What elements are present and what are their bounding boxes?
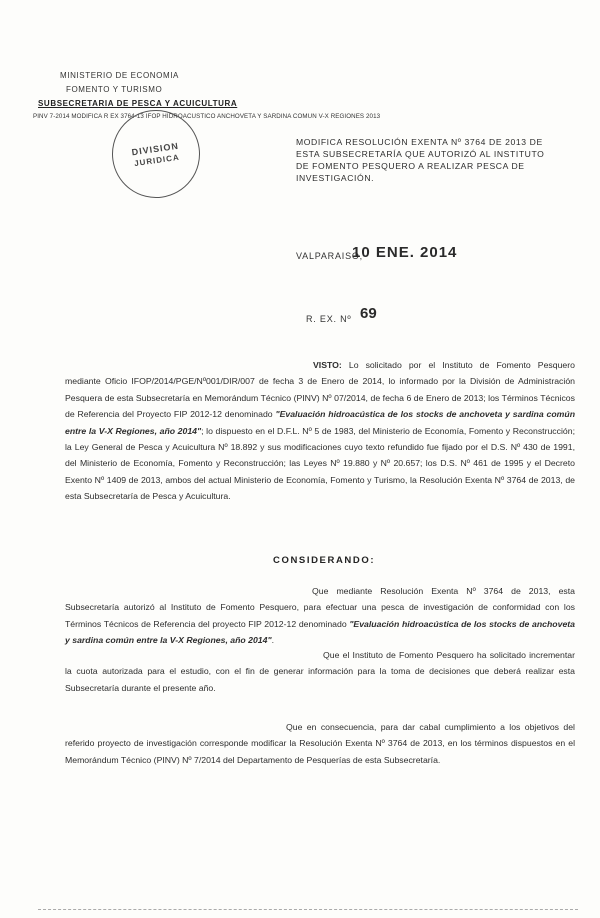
c1-project-name: "Evaluación hidroacústica de los stocks de anchoveta y sardina común entre la V-X Regiones, año 2014" [65,618,576,646]
visto-paragraph [65,357,575,505]
stamp-text-division: DIVISION [131,140,180,157]
visto-project-name: "Evaluación hidroacústica de los stocks de anchoveta y sardina común entre la V-X Regiones, año 2014" [65,409,575,436]
reference-code: PINV 7-2014 MODIFICA R EX 3764-13 IFOP HIDROACUSTICO ANCHOVETA Y SARDINA COMUN V-X REGIONES 2013 [33,113,381,120]
visto-text-1: Lo solicitado por el Instituto de Fomento Pesquero mediante Oficio IFOP/2014/PGE/Nº001/DIR/007 de fecha 3 de Enero de 2014, lo informado por la División de Administración Pesquera de esta Subsecretaría en Memorándum Técnico (PINV) Nº 07/2014, de fecha 6 de Enero de 2013; los Términos Técnicos de Referencia del Proyecto FIP 2012-12 denominado [65,360,575,420]
considerando-paragraph-2: Que el Instituto de Fomento Pesquero ha solicitado incrementar la cuota autorizada para el estudio, con el fin de generar información para la toma de decisiones que deberá realizar esta Subsecretaría durante el presente año. [65,650,575,693]
visto-label: VISTO: [313,360,342,370]
resolution-title: MODIFICA RESOLUCIÓN EXENTA Nº 3764 DE 2013 DE ESTA SUBSECRETARÍA QUE AUTORIZÓ AL INSTITUTO DE FOMENTO PESQUERO A REALIZAR PESCA DE INVESTIGACIÓN. [296,137,545,183]
considerando-heading: CONSIDERANDO: [273,555,376,566]
rex-number: 69 [360,305,377,322]
c1-text-a: Que mediante Resolución Exenta Nº 3764 de 2013, esta Subsecretaría autorizó al Instituto de Fomento Pesquero, para efectuar una pesca de investigación de conformidad con los Términos Técnicos de Referencia del proyecto FIP 2012-12 denominado [65,586,575,629]
date-value: 10 ENE. 2014 [352,244,458,261]
ministry-subline: FOMENTO Y TURISMO [66,85,163,94]
rex-label: R. EX. Nº [306,314,352,324]
ministry-line: MINISTERIO DE ECONOMIA [60,71,179,80]
stamp-text-juridica: JURIDICA [133,152,181,168]
date-label: VALPARAISO, [296,251,363,261]
considerando-paragraph-1 [65,583,575,649]
considerando-paragraph-3: Que en consecuencia, para dar cabal cumplimiento a los objetivos del referido proyecto de investigación corresponde modificar la Resolución Exenta Nº 3764 de 2013, en los términos dispuestos en el Memorándum Técnico (PINV) Nº 7/2014 del Departamento de Pesquerías de esta Subsecretaría. [65,722,575,765]
visto-text-2: ; lo dispuesto en el D.F.L. Nº 5 de 1983, del Ministerio de Economía, Fomento y Reconstrucción; la Ley General de Pesca y Acuicultura Nº 18.892 y sus modificaciones cuyo texto refundido fue fijado por el D.S. Nº 430 de 1991, del Ministerio de Economía, Fomento y Reconstrucción; las Leyes Nº 19.880 y Nº 20.657; los D.S. Nº 461 de 1995 y el Decreto Exento Nº 1409 de 2013, ambos del actual Ministerio de Economía, Fomento y Turismo, la Resolución Exenta Nº 3764 de 2013, de esta Subsecretaría de Pesca y Acuicultura. [65,425,576,502]
subsecretaria-line: SUBSECRETARIA DE PESCA Y ACUICULTURA [38,99,238,108]
c1-text-b: . [271,635,274,646]
footer-divider [38,909,578,910]
